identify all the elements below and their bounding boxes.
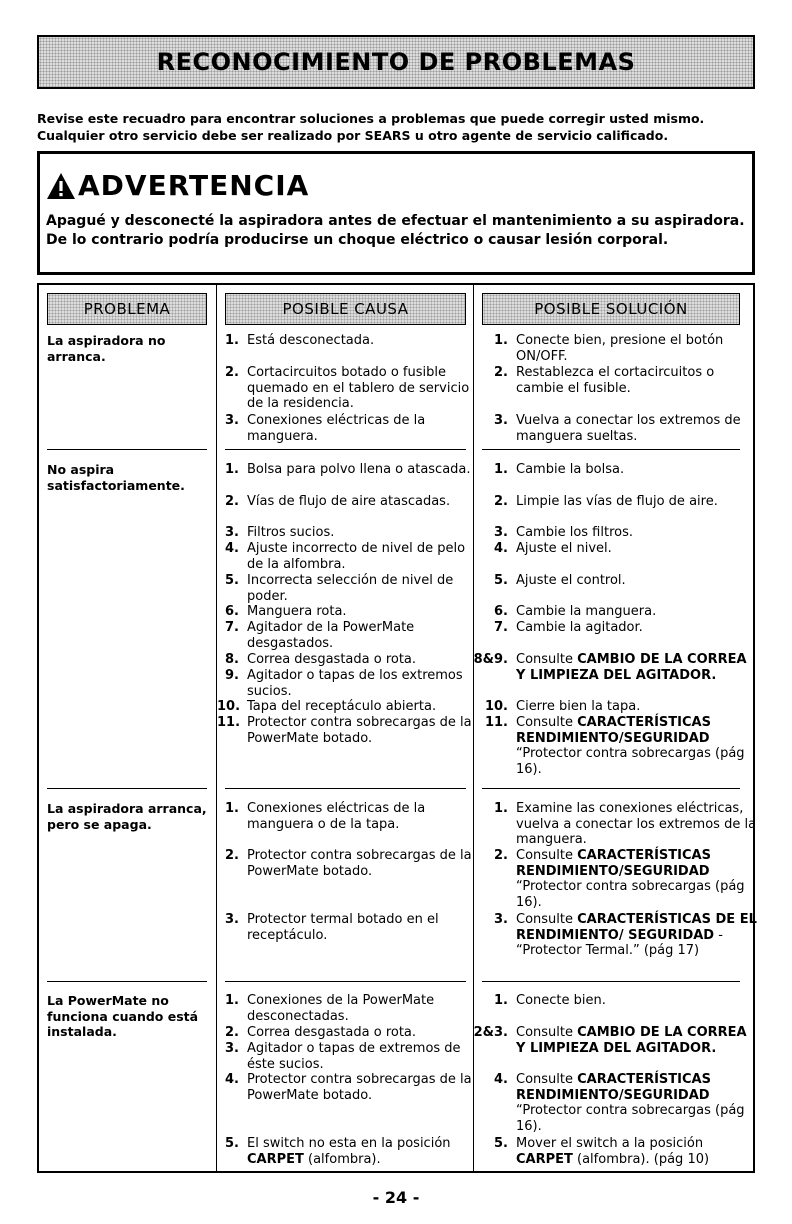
- cause-item: 5. El switch no esta en la posición CARPET (alfombra).: [225, 1136, 451, 1167]
- page-number: - 24 -: [372, 1188, 420, 1207]
- row-separator: [225, 449, 466, 450]
- header-problem: PROBLEMA: [47, 293, 207, 325]
- cause-item: 1. Está desconectada.: [225, 333, 375, 348]
- row-separator: [225, 981, 466, 982]
- solution-item: 2. Consulte CARACTERÍSTICAS RENDIMIENTO/SEGURIDAD “Protector contra sobrecargas (pág 16).: [494, 848, 745, 910]
- header-solution: POSIBLE SOLUCIÓN: [482, 293, 740, 325]
- cause-item: 3. Filtros sucios.: [225, 525, 335, 540]
- cause-item: 1. Conexiones de la PowerMate desconectadas.: [225, 993, 435, 1024]
- cause-item: 2. Vías de flujo de aire atascadas.: [225, 494, 451, 509]
- cause-item: 4. Protector contra sobrecargas de la PowerMate botado.: [225, 1072, 472, 1103]
- solution-item: 3. Vuelva a conectar los extremos de manguera sueltas.: [494, 413, 741, 444]
- cause-item: 6. Manguera rota.: [225, 604, 347, 619]
- solution-item: 4. Consulte CARACTERÍSTICAS RENDIMIENTO/SEGURIDAD “Protector contra sobrecargas (pág 16).: [494, 1072, 745, 1134]
- row-separator: [47, 788, 207, 789]
- solution-item: 1. Examine las conexiones eléctricas, vuelva a conectar los extremos de la manguera.: [494, 801, 757, 847]
- problem-cell: La aspiradora arranca, pero se apaga.: [47, 801, 207, 832]
- solution-item: 8&9. Consulte CAMBIO DE LA CORREA Y LIMPIEZA DEL AGITADOR.: [473, 652, 747, 683]
- cause-item: 11. Protector contra sobrecargas de la PowerMate botado.: [217, 715, 472, 746]
- row-separator: [47, 981, 207, 982]
- cause-item: 3. Agitador o tapas de extremos de éste sucios.: [225, 1041, 461, 1072]
- row-separator: [225, 788, 466, 789]
- cause-item: 1. Conexiones eléctricas de la manguera o de la tapa.: [225, 801, 426, 832]
- row-separator: [482, 788, 740, 789]
- solution-item: 3. Consulte CARACTERÍSTICAS DE EL RENDIMIENTO/ SEGURIDAD - “Protector Termal.” (pág 17): [494, 912, 757, 958]
- solution-item: 2. Limpie las vías de flujo de aire.: [494, 494, 718, 509]
- problem-cell: No aspira satisfactoriamente.: [47, 462, 185, 493]
- warning-heading: [46, 162, 742, 204]
- cause-item: 3. Protector termal botado en el receptáculo.: [225, 912, 439, 943]
- cause-item: 1. Bolsa para polvo llena o atascada.: [225, 462, 471, 477]
- cause-item: 2. Correa desgastada o rota.: [225, 1025, 417, 1040]
- header-cause: POSIBLE CAUSA: [225, 293, 466, 325]
- warning-text: Apagué y desconecté la aspiradora antes de efectuar el mantenimiento a su aspiradora. De lo contrario podría producirse un choque eléctrico o causar lesión corporal.: [46, 213, 745, 248]
- solution-item: 10. Cierre bien la tapa.: [484, 699, 641, 714]
- solution-item: 6. Cambie la manguera.: [494, 604, 657, 619]
- problem-cell: La PowerMate no funciona cuando está instalada.: [47, 993, 199, 1039]
- solution-item: 2&3. Consulte CAMBIO DE LA CORREA Y LIMPIEZA DEL AGITADOR.: [473, 1025, 747, 1056]
- cause-item: 3. Conexiones eléctricas de la manguera.: [225, 413, 426, 444]
- solution-item: 5. Ajuste el control.: [494, 573, 626, 588]
- solution-item: 5. Mover el switch a la posición CARPET (alfombra). (pág 10): [494, 1136, 710, 1167]
- warning-title: ADVERTENCIA: [78, 169, 310, 202]
- solution-item: 7. Cambie la agitador.: [494, 620, 643, 635]
- intro-line-2: Cualquier otro servicio debe ser realizado por SEARS u otro agente de servicio calificado.: [37, 128, 669, 143]
- cause-item: 2. Cortacircuitos botado o fusible quemado en el tablero de servicio de la residencia.: [225, 365, 470, 411]
- solution-item: 3. Cambie los filtros.: [494, 525, 633, 540]
- solution-item: 11. Consulte CARACTERÍSTICAS RENDIMIENTO/SEGURIDAD “Protector contra sobrecargas (pág 16).: [484, 715, 745, 777]
- page-title: RECONOCIMIENTO DE PROBLEMAS: [156, 48, 636, 76]
- solution-item: 4. Ajuste el nivel.: [494, 541, 612, 556]
- row-separator: [47, 449, 207, 450]
- solution-item: 2. Restablezca el cortacircuitos o cambie el fusible.: [494, 365, 715, 396]
- cause-item: 2. Protector contra sobrecargas de la PowerMate botado.: [225, 848, 472, 879]
- warning-triangle-icon: [46, 172, 76, 200]
- cause-item: 7. Agitador de la PowerMate desgastados.: [225, 620, 415, 651]
- solution-item: 1. Cambie la bolsa.: [494, 462, 625, 477]
- problem-cell: La aspiradora no arranca.: [47, 333, 166, 364]
- row-separator: [482, 449, 740, 450]
- cause-item: 10. Tapa del receptáculo abierta.: [217, 699, 437, 714]
- intro-text: [37, 110, 757, 144]
- troubleshooting-table: [37, 283, 755, 1173]
- title-banner: [37, 35, 755, 89]
- solution-item: 1. Conecte bien.: [494, 993, 606, 1008]
- cause-item: 8. Correa desgastada o rota.: [225, 652, 417, 667]
- warning-box: [37, 151, 755, 275]
- solution-item: 1. Conecte bien, presione el botón ON/OFF.: [494, 333, 724, 364]
- cause-item: 5. Incorrecta selección de nivel de poder.: [225, 573, 454, 604]
- cause-item: 9. Agitador o tapas de los extremos sucios.: [225, 668, 463, 699]
- intro-line-1: Revise este recuadro para encontrar soluciones a problemas que puede corregir usted mismo.: [37, 111, 705, 126]
- cause-item: 4. Ajuste incorrecto de nivel de pelo de la alfombra.: [225, 541, 466, 572]
- row-separator: [482, 981, 740, 982]
